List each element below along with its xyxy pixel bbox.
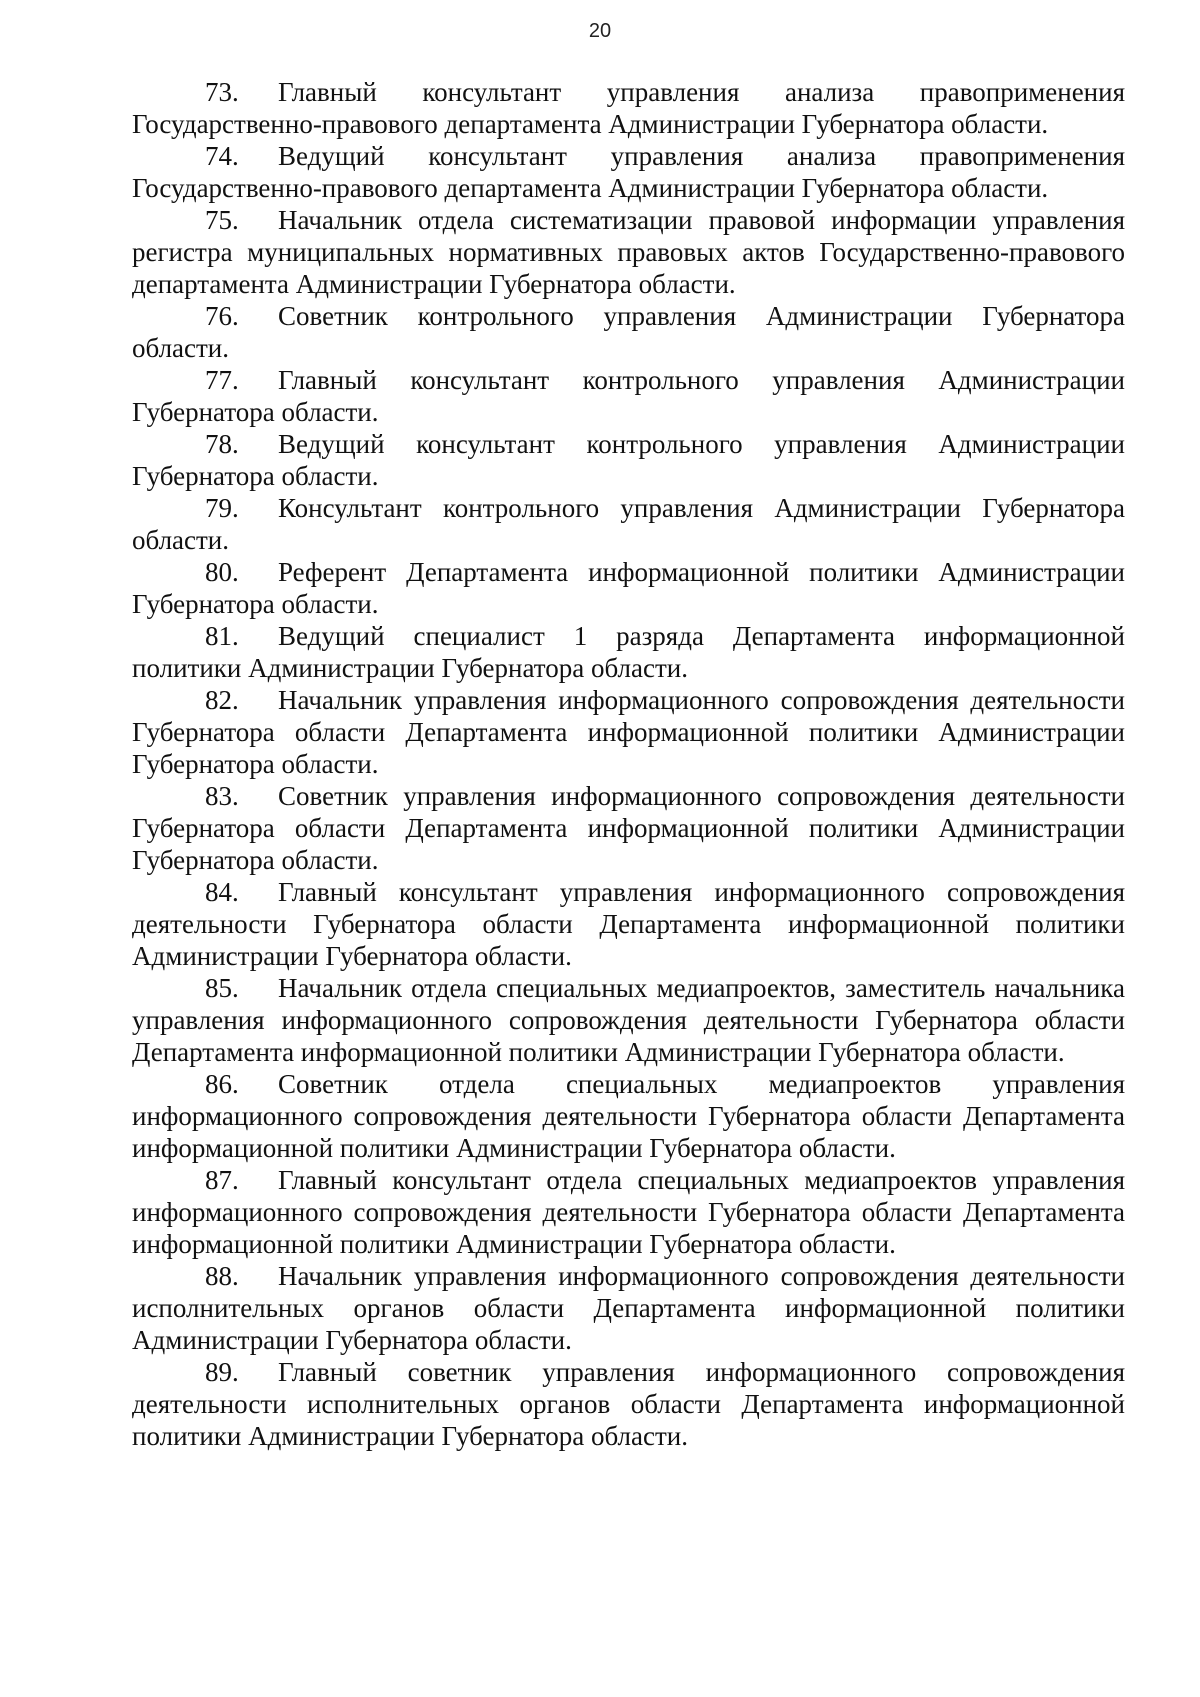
list-item	[132, 876, 1125, 972]
item-number: 81.	[205, 621, 239, 651]
list-item	[132, 1260, 1125, 1356]
list-item	[132, 76, 1125, 140]
list-item	[132, 684, 1125, 780]
position-list	[132, 76, 1125, 1452]
list-item	[132, 364, 1125, 428]
list-item	[132, 556, 1125, 620]
item-text: Главный советник управления информационного сопровождения деятельности исполнительных органов области Департамента информационной политики Администрации Губернатора области.	[132, 1357, 1125, 1451]
item-number: 75.	[205, 205, 239, 235]
list-item	[132, 300, 1125, 364]
item-number: 80.	[205, 557, 239, 587]
list-item	[132, 780, 1125, 876]
item-text: Начальник управления информационного сопровождения деятельности исполнительных органов области Департамента информационной политики Администрации Губернатора области.	[132, 1261, 1125, 1355]
list-item	[132, 492, 1125, 556]
item-text: Начальник отдела специальных медиапроектов, заместитель начальника управления информационного сопровождения деятельности Губернатора области Департамента информационной политики Администрации Губернатора области.	[132, 973, 1125, 1067]
item-text: Главный консультант управления анализа правоприменения Государственно-правового департамента Администрации Губернатора области.	[132, 77, 1125, 139]
item-number: 82.	[205, 685, 239, 715]
item-text: Консультант контрольного управления Администрации Губернатора области.	[132, 493, 1125, 555]
item-text: Начальник управления информационного сопровождения деятельности Губернатора области Департамента информационной политики Администрации Губернатора области.	[132, 685, 1125, 779]
item-text: Советник контрольного управления Администрации Губернатора области.	[132, 301, 1125, 363]
list-item	[132, 1164, 1125, 1260]
item-number: 84.	[205, 877, 239, 907]
list-item	[132, 140, 1125, 204]
item-text: Ведущий специалист 1 разряда Департамента информационной политики Администрации Губернатора области.	[132, 621, 1125, 683]
item-text: Начальник отдела систематизации правовой информации управления регистра муниципальных нормативных правовых актов Государственно-правового департамента Администрации Губернатора области.	[132, 205, 1125, 299]
item-number: 76.	[205, 301, 239, 331]
item-text: Главный консультант отдела специальных медиапроектов управления информационного сопровождения деятельности Губернатора области Департамента информационной политики Администрации Губернатора области.	[132, 1165, 1125, 1259]
item-number: 89.	[205, 1357, 239, 1387]
list-item	[132, 972, 1125, 1068]
page-number: 20	[588, 20, 612, 42]
item-text: Главный консультант контрольного управления Администрации Губернатора области.	[132, 365, 1125, 427]
item-text: Ведущий консультант контрольного управления Администрации Губернатора области.	[132, 429, 1125, 491]
item-number: 74.	[205, 141, 239, 171]
item-text: Советник управления информационного сопровождения деятельности Губернатора области Департамента информационной политики Администрации Губернатора области.	[132, 781, 1125, 875]
item-number: 88.	[205, 1261, 239, 1291]
item-number: 79.	[205, 493, 239, 523]
item-text: Советник отдела специальных медиапроектов управления информационного сопровождения деятельности Губернатора области Департамента информационной политики Администрации Губернатора области.	[132, 1069, 1125, 1163]
item-number: 86.	[205, 1069, 239, 1099]
item-number: 78.	[205, 429, 239, 459]
list-item	[132, 1356, 1125, 1452]
item-text: Главный консультант управления информационного сопровождения деятельности Губернатора области Департамента информационной политики Администрации Губернатора области.	[132, 877, 1125, 971]
list-item	[132, 620, 1125, 684]
item-number: 85.	[205, 973, 239, 1003]
item-number: 77.	[205, 365, 239, 395]
item-text: Референт Департамента информационной политики Администрации Губернатора области.	[132, 557, 1125, 619]
item-text: Ведущий консультант управления анализа правоприменения Государственно-правового департамента Администрации Губернатора области.	[132, 141, 1125, 203]
list-item	[132, 204, 1125, 300]
item-number: 87.	[205, 1165, 239, 1195]
item-number: 73.	[205, 77, 239, 107]
list-item	[132, 1068, 1125, 1164]
item-number: 83.	[205, 781, 239, 811]
list-item	[132, 428, 1125, 492]
